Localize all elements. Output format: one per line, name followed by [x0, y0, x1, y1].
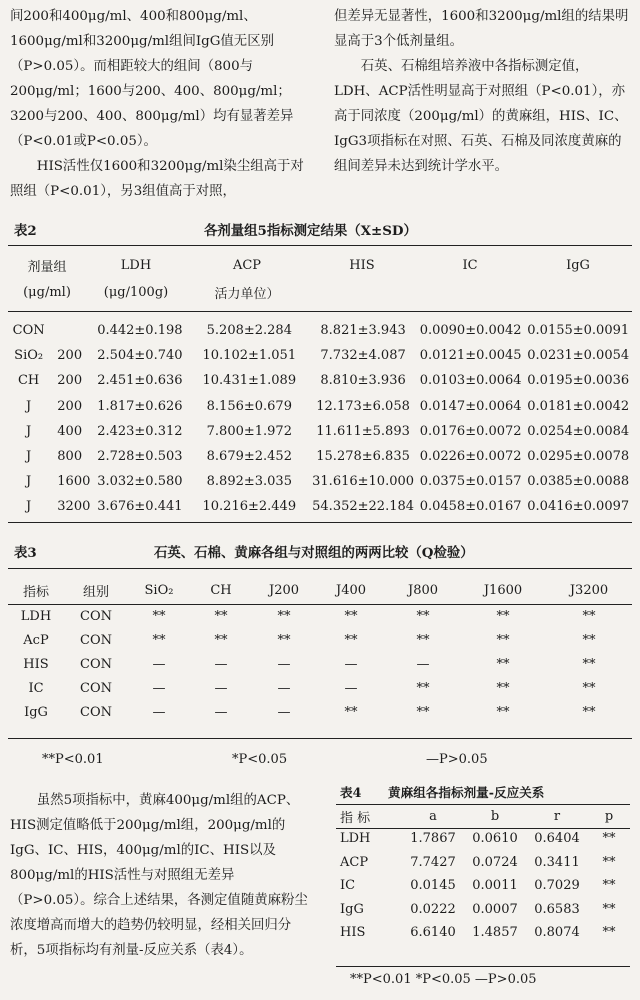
- dose-cell: 200: [57, 373, 83, 389]
- column-header: J1600: [483, 582, 523, 598]
- significance-cell: **: [344, 704, 358, 720]
- table4-label: 表4: [340, 785, 362, 800]
- value-cell: 15.278±6.835: [316, 449, 410, 465]
- significance-cell: —: [344, 656, 358, 672]
- significance-cell: **: [496, 656, 510, 672]
- value-cell: 12.173±6.058: [316, 398, 410, 414]
- significance-cell: **: [602, 854, 616, 870]
- group-cell: CON: [80, 680, 112, 696]
- significance-cell: **: [582, 632, 596, 648]
- paragraph: 间200和400μg/ml、400和800μg/ml、1600μg/ml和3200μg/ml组间IgG值无区别（P>0.05）。而相距较大的组间（800与200μg/ml；1600与200、400、800μg/ml；3200与200、400、800μg/ml）均有显著差异（P<0.01或P<0.05）。: [10, 9, 294, 149]
- column-header: a: [429, 808, 437, 824]
- value-cell: 0.6583: [534, 901, 580, 917]
- indicator-cell: IC: [340, 878, 356, 894]
- table-row: [8, 652, 632, 676]
- table3-footnote: **P<0.01: [42, 752, 104, 767]
- table4-bottom-rule: [336, 966, 630, 967]
- table-row: [8, 628, 632, 652]
- value-cell: 11.611±5.893: [316, 423, 410, 439]
- value-cell: 0.0254±0.0084: [527, 423, 630, 439]
- table2-header-rule: [8, 311, 632, 312]
- column-header: p: [604, 808, 614, 824]
- table3-title: 石英、石棉、黄麻各组与对照组的两两比较（Q检验）: [154, 545, 474, 561]
- significance-cell: **: [416, 704, 430, 720]
- value-cell: 0.0176±0.0072: [419, 423, 522, 439]
- table3-caption: [14, 542, 634, 562]
- value-cell: 7.7427: [410, 854, 456, 870]
- significance-cell: —: [214, 656, 228, 672]
- table3-label: 表3: [14, 545, 37, 561]
- table-header-row: [8, 576, 632, 604]
- table4: [336, 805, 630, 945]
- table-row: [8, 469, 632, 494]
- column-header: 指 标: [340, 810, 371, 826]
- significance-cell: **: [582, 704, 596, 720]
- column-header: ACP: [232, 258, 262, 273]
- value-cell: 1.4857: [472, 925, 518, 941]
- value-cell: 3.032±0.580: [97, 474, 183, 490]
- value-cell: 0.0103±0.0064: [419, 373, 522, 389]
- table-row: [8, 394, 632, 419]
- value-cell: 0.442±0.198: [97, 323, 183, 339]
- value-cell: 0.0147±0.0064: [419, 398, 522, 414]
- value-cell: 10.216±2.449: [202, 499, 297, 515]
- value-cell: 0.0226±0.0072: [419, 449, 522, 465]
- significance-cell: **: [416, 608, 430, 624]
- table4-header-rule: [336, 828, 630, 829]
- table-row: [336, 851, 630, 875]
- table-row: [8, 419, 632, 444]
- significance-cell: —: [416, 656, 430, 672]
- value-cell: 0.7029: [534, 878, 580, 894]
- paragraph: 虽然5项指标中，黄麻400μg/ml组的ACP、HIS测定值略低于200μg/ml组，200μg/ml的IgG、IC、HIS，400μg/ml的IC、HIS以及800μg/ml的HIS活性与对照组无差异（P>0.05）。综合上述结果，各测定值随黄麻粉尘浓度增高而增大的趋势仍较明显，经相关回归分析，5项指标均有剂量-反应关系（表4）。: [10, 793, 308, 958]
- right-column-top: [334, 4, 630, 179]
- group-cell: CON: [80, 608, 112, 624]
- significance-cell: —: [214, 680, 228, 696]
- significance-cell: —: [277, 704, 291, 720]
- table-row: [336, 827, 630, 851]
- table2-title: 各剂量组5指标测定结果（X±SD）: [204, 223, 417, 239]
- column-unit: 活力单位）: [214, 287, 280, 302]
- indicator-cell: IgG: [24, 704, 48, 720]
- value-cell: 0.0011: [472, 878, 518, 894]
- value-cell: 0.0231±0.0054: [527, 348, 630, 364]
- table3: [8, 576, 632, 724]
- column-header: LDH: [120, 258, 152, 273]
- value-cell: 5.208±2.284: [206, 323, 292, 339]
- group-cell: CON: [80, 704, 112, 720]
- table-row: [8, 343, 632, 368]
- significance-cell: —: [214, 704, 228, 720]
- table-row: [8, 318, 632, 343]
- column-unit: [524, 279, 632, 306]
- value-cell: 0.0181±0.0042: [527, 398, 630, 414]
- table-row: [336, 898, 630, 922]
- significance-cell: **: [582, 680, 596, 696]
- column-header: J800: [407, 582, 439, 598]
- significance-cell: **: [152, 632, 166, 648]
- column-header: 指标: [22, 584, 49, 600]
- table-row: [336, 874, 630, 898]
- column-header: r: [553, 808, 561, 824]
- value-cell: 0.0416±0.0097: [527, 499, 630, 515]
- value-cell: 2.451±0.636: [97, 373, 183, 389]
- significance-cell: **: [214, 608, 228, 624]
- column-unit: [416, 279, 524, 306]
- table-row: [8, 444, 632, 469]
- table2-caption: [14, 220, 634, 240]
- value-cell: 0.3411: [534, 854, 580, 870]
- value-cell: 0.0090±0.0042: [419, 323, 522, 339]
- value-cell: 31.616±10.000: [312, 474, 415, 490]
- value-cell: 7.732±4.087: [320, 348, 406, 364]
- column-header: IC: [462, 258, 478, 273]
- dose-cell: 400: [57, 423, 83, 439]
- value-cell: 0.0375±0.0157: [419, 474, 522, 490]
- group-cell: J: [26, 398, 32, 414]
- dose-cell: [49, 318, 90, 343]
- column-unit: [308, 279, 416, 306]
- value-cell: 0.0195±0.0036: [527, 373, 630, 389]
- value-cell: 0.0458±0.0167: [419, 499, 522, 515]
- significance-cell: —: [152, 656, 166, 672]
- value-cell: 8.821±3.943: [320, 323, 406, 339]
- table-row: [8, 700, 632, 724]
- column-header: SiO₂: [144, 582, 174, 598]
- significance-cell: —: [277, 680, 291, 696]
- table4-caption: [340, 782, 630, 802]
- table3-footnote: *P<0.05: [232, 752, 288, 767]
- value-cell: 10.102±1.051: [202, 348, 297, 364]
- value-cell: 0.0222: [410, 901, 456, 917]
- significance-cell: **: [602, 901, 616, 917]
- table2-bottom-rule: [8, 522, 632, 523]
- column-header: 组别: [82, 584, 109, 600]
- group-cell: CH: [17, 373, 40, 389]
- significance-cell: —: [152, 704, 166, 720]
- table4-footnote: **P<0.01 *P<0.05 —P>0.05: [350, 972, 537, 987]
- significance-cell: **: [416, 632, 430, 648]
- paragraph: 但差异无显著性，1600和3200μg/ml组的结果明显高于3个低剂量组。: [334, 9, 629, 49]
- paragraph: HIS活性仅1600和3200μg/ml染尘组高于对照组（P<0.01），另3组值高于对照，: [10, 159, 304, 199]
- significance-cell: —: [152, 680, 166, 696]
- table-row: [8, 676, 632, 700]
- table-row: [336, 921, 630, 945]
- column-header: J400: [335, 582, 367, 598]
- dose-cell: 200: [57, 398, 83, 414]
- significance-cell: **: [602, 878, 616, 894]
- indicator-cell: HIS: [340, 925, 366, 941]
- significance-cell: —: [277, 656, 291, 672]
- group-cell: CON: [12, 323, 45, 339]
- value-cell: 2.504±0.740: [97, 348, 183, 364]
- indicator-cell: IC: [28, 680, 44, 696]
- significance-cell: **: [602, 831, 616, 847]
- dose-cell: 3200: [57, 499, 91, 515]
- column-header: J200: [268, 582, 300, 598]
- significance-cell: —: [344, 680, 358, 696]
- value-cell: 8.892±3.035: [206, 474, 292, 490]
- indicator-cell: AcP: [23, 632, 49, 648]
- value-cell: 0.6404: [534, 831, 580, 847]
- value-cell: 8.679±2.452: [206, 449, 292, 465]
- significance-cell: **: [582, 656, 596, 672]
- column-header: IgG: [566, 258, 590, 273]
- column-unit: (μg/100g): [103, 285, 169, 300]
- significance-cell: **: [344, 632, 358, 648]
- indicator-cell: LDH: [340, 831, 371, 847]
- indicator-cell: LDH: [20, 608, 52, 624]
- significance-cell: **: [496, 680, 510, 696]
- value-cell: 0.0295±0.0078: [527, 449, 630, 465]
- significance-cell: **: [214, 632, 228, 648]
- table2-header: [8, 252, 632, 306]
- significance-cell: **: [602, 925, 616, 941]
- group-cell: J: [26, 449, 32, 465]
- value-cell: 54.352±22.184: [312, 499, 415, 515]
- table3-top-rule: [8, 568, 632, 569]
- value-cell: 2.423±0.312: [97, 423, 183, 439]
- value-cell: 0.0155±0.0091: [527, 323, 630, 339]
- value-cell: 10.431±1.089: [202, 373, 297, 389]
- table4-title: 黄麻组各指标剂量-反应关系: [388, 785, 545, 800]
- group-cell: SiO₂: [14, 348, 44, 364]
- table2-label: 表2: [14, 223, 37, 239]
- group-cell: CON: [80, 632, 112, 648]
- table-row: [8, 494, 632, 519]
- value-cell: 0.0145: [410, 878, 456, 894]
- left-column-top: [10, 4, 310, 204]
- value-cell: 6.6140: [410, 925, 456, 941]
- table-header-row: [336, 805, 630, 827]
- indicator-cell: IgG: [340, 901, 364, 917]
- indicator-cell: HIS: [23, 656, 49, 672]
- value-cell: 0.0724: [472, 854, 518, 870]
- paragraph: 石英、石棉组培养液中各指标测定值，LDH、ACP活性明显高于对照组（P<0.01），亦高于同浓度（200μg/ml）的黄麻组，HIS、IC、IgG3项指标在对照、石英、石棉及同浓度黄麻的组间差异未达到统计学水平。: [334, 59, 628, 174]
- significance-cell: **: [496, 608, 510, 624]
- indicator-cell: ACP: [340, 854, 369, 870]
- significance-cell: **: [416, 680, 430, 696]
- group-cell: J: [26, 499, 32, 515]
- value-cell: 7.800±1.972: [206, 423, 292, 439]
- dose-cell: 800: [57, 449, 83, 465]
- group-cell: J: [26, 423, 32, 439]
- value-cell: 2.728±0.503: [97, 449, 183, 465]
- column-header: CH: [210, 582, 232, 598]
- dose-cell: 1600: [57, 474, 91, 490]
- table3-header-rule: [8, 604, 632, 605]
- column-header: J3200: [569, 582, 609, 598]
- column-header: b: [490, 808, 500, 824]
- table3-footnote: —P>0.05: [426, 752, 488, 767]
- significance-cell: **: [152, 608, 166, 624]
- significance-cell: **: [496, 632, 510, 648]
- value-cell: 8.156±0.679: [206, 398, 292, 414]
- table3-bottom-rule: [8, 738, 632, 739]
- table-row: [8, 368, 632, 393]
- group-cell: J: [26, 474, 32, 490]
- value-cell: 0.8074: [534, 925, 580, 941]
- value-cell: 3.676±0.441: [97, 499, 183, 515]
- value-cell: 0.0121±0.0045: [419, 348, 522, 364]
- left-column-bottom: [10, 788, 310, 963]
- table-row: [8, 604, 632, 628]
- column-unit: (μg/ml): [23, 285, 71, 300]
- significance-cell: **: [277, 632, 291, 648]
- significance-cell: **: [344, 608, 358, 624]
- value-cell: 0.0007: [472, 901, 518, 917]
- column-header: 剂量组: [27, 260, 67, 275]
- table2-top-rule: [8, 245, 632, 246]
- dose-cell: 200: [57, 348, 83, 364]
- value-cell: 0.0610: [472, 831, 518, 847]
- significance-cell: **: [277, 608, 291, 624]
- column-header: HIS: [349, 258, 375, 273]
- value-cell: 1.817±0.626: [97, 398, 183, 414]
- value-cell: 0.0385±0.0088: [527, 474, 630, 490]
- value-cell: 8.810±3.936: [320, 373, 406, 389]
- significance-cell: **: [582, 608, 596, 624]
- significance-cell: **: [496, 704, 510, 720]
- table2-body: [8, 318, 632, 520]
- group-cell: CON: [80, 656, 112, 672]
- value-cell: 1.7867: [410, 831, 456, 847]
